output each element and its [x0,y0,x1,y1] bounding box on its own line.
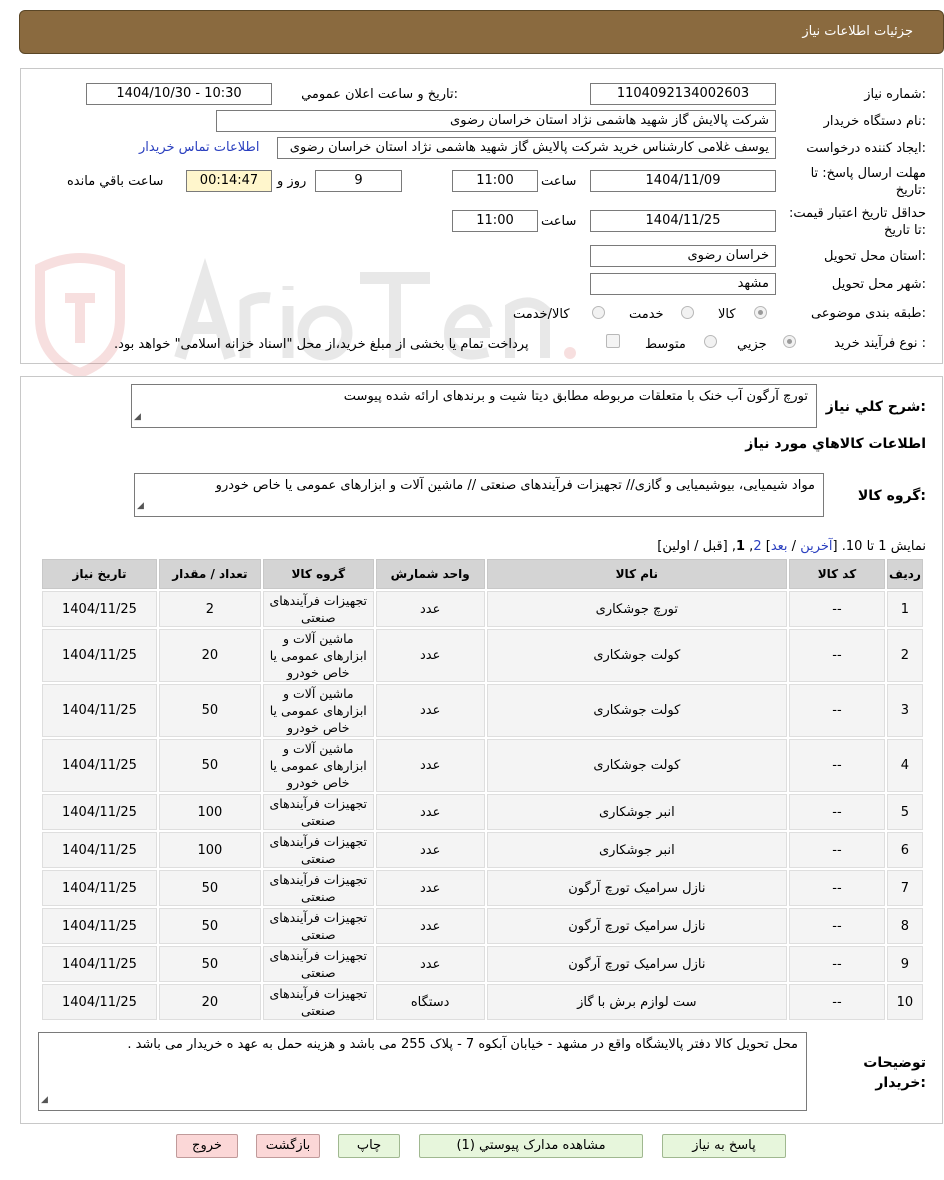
cell-need-date: 1404/11/25 [42,832,157,868]
cell-item-group: تجهیزات فرآیندهای صنعتی [263,908,374,944]
cell-row-number: 4 [887,739,923,792]
announce-datetime-field: 1404/10/30 - 10:30 [86,83,272,105]
cell-need-date: 1404/11/25 [42,794,157,830]
cell-row-number: 1 [887,591,923,627]
cell-quantity: 20 [159,984,261,1020]
cell-need-date: 1404/11/25 [42,946,157,982]
process-radio-minor[interactable] [783,335,796,348]
page-header [19,10,944,54]
cell-unit: عدد [376,739,485,792]
table-row [42,684,923,737]
cell-quantity: 100 [159,794,261,830]
cell-item-name: تورچ جوشکاری [487,591,787,627]
table-row [42,984,923,1020]
cell-item-code: -- [789,946,885,982]
cell-item-code: -- [789,870,885,906]
cell-item-group: ماشین آلات و ابزارهای عمومی یا خاص خودرو [263,629,374,682]
province-label: استان محل تحويل: [824,249,926,264]
buyer-contact-link[interactable]: اطلاعات تماس خريدار [139,140,260,155]
cell-row-number: 10 [887,984,923,1020]
cell-unit: عدد [376,629,485,682]
cell-unit: عدد [376,870,485,906]
goods-group-label: گروه کالا: [857,488,926,504]
requester-field: یوسف غلامی کارشناس خرید شرکت پالایش گاز شهید هاشمی نژاد استان خراسان رضوی [277,137,776,159]
need-number-label: شماره نياز: [864,87,926,102]
need-number-field: 1104092134002603 [590,83,776,105]
cell-row-number: 2 [887,629,923,682]
buyer-org-label: نام دستگاه خريدار: [823,114,926,129]
description-label: شرح کلي نياز: [825,399,926,415]
resize-grip-icon: ◢ [41,1095,48,1105]
category-label: طبقه بندی موضوعی: [810,306,926,321]
cell-item-group: ماشین آلات و ابزارهای عمومی یا خاص خودرو [263,739,374,792]
cell-item-name: نازل سرامیک تورچ آرگون [487,946,787,982]
cell-unit: عدد [376,591,485,627]
column-header-col-item-group: گروه کالا [263,559,374,589]
column-header-col-quantity: تعداد / مقدار [159,559,261,589]
category-option-service: خدمت [629,307,664,322]
cell-unit: عدد [376,684,485,737]
cell-unit: عدد [376,794,485,830]
category-option-both: کالا/خدمت [513,307,570,322]
description-text: تورچ آرگون آب خنک با متعلقات مربوطه مطابق دیتا شیت و برندهای ارائه شده پیوست [343,389,808,404]
cell-item-name: انبر جوشکاری [487,794,787,830]
cell-item-group: تجهیزات فرآیندهای صنعتی [263,870,374,906]
table-row [42,946,923,982]
cell-item-name: کولت جوشکاری [487,629,787,682]
pagination-comma: , [749,539,754,554]
description-textarea[interactable] [131,384,817,428]
items-table-header [42,559,923,589]
resize-grip-icon: ◢ [137,501,144,511]
column-header-col-unit: واحد شمارش [376,559,485,589]
cell-quantity: 50 [159,946,261,982]
cell-row-number: 8 [887,908,923,944]
cell-quantity: 100 [159,832,261,868]
deadline-label: مهلت ارسال پاسخ: تا تاريخ: [810,166,926,198]
cell-item-code: -- [789,984,885,1020]
cell-row-number: 6 [887,832,923,868]
table-row [42,908,923,944]
column-header-col-item-code: کد کالا [789,559,885,589]
cell-need-date: 1404/11/25 [42,870,157,906]
process-radio-medium[interactable] [704,335,717,348]
pagination-page-2[interactable]: 2 [753,539,762,554]
buyer-notes-label: توضيحات خريدار: [863,1055,926,1091]
buyer-notes-text: محل تحویل کالا دفتر پالایشگاه واقع در مشهد - خیابان آبکوه 7 - پلاک 255 می باشد و هزینه حمل به عهد ه خریدار می باشد . [127,1037,798,1052]
print-button[interactable]: چاپ [338,1134,400,1158]
cell-row-number: 9 [887,946,923,982]
cell-quantity: 50 [159,684,261,737]
column-header-col-need-date: تاریخ نیاز [42,559,157,589]
table-row [42,591,923,627]
cell-item-group: تجهیزات فرآیندهای صنعتی [263,832,374,868]
cell-need-date: 1404/11/25 [42,984,157,1020]
announce-datetime-label: تاريخ و ساعت اعلان عمومي: [301,87,458,102]
category-radio-service[interactable] [681,306,694,319]
process-label: نوع فرآيند خريد : [834,336,926,351]
goods-info-heading: اطلاعات کالاهاي مورد نياز [745,436,926,452]
cell-unit: عدد [376,908,485,944]
cell-item-group: تجهیزات فرآیندهای صنعتی [263,984,374,1020]
cell-item-name: انبر جوشکاری [487,832,787,868]
pagination-sep: / [791,539,797,554]
treasury-payment-note: پرداخت تمام يا بخشی از مبلغ خريد،از محل "اسناد خزانه اسلامی" خواهد بود. [114,337,529,352]
province-field: خراسان رضوی [590,245,776,267]
deadline-time-label: ساعت [541,174,577,189]
goods-group-textarea[interactable] [134,473,824,517]
cell-need-date: 1404/11/25 [42,739,157,792]
process-option-minor: جزيي [737,337,767,352]
remaining-label: ساعت باقي مانده [67,174,164,189]
pagination-page-1: 1 [735,539,746,554]
cell-quantity: 50 [159,870,261,906]
exit-button[interactable]: خروج [176,1134,238,1158]
cell-need-date: 1404/11/25 [42,629,157,682]
cell-item-name: کولت جوشکاری [487,684,787,737]
pagination-open: [ [832,539,838,554]
cell-row-number: 7 [887,870,923,906]
days-and-label: روز و [277,174,307,189]
cell-item-group: تجهیزات فرآیندهای صنعتی [263,794,374,830]
pagination-next-link[interactable]: بعد [770,539,788,554]
cell-item-group: ماشین آلات و ابزارهای عمومی یا خاص خودرو [263,684,374,737]
cell-item-code: -- [789,629,885,682]
view-attachments-button[interactable]: مشاهده مدارک پيوستي (1) [419,1134,643,1158]
cell-need-date: 1404/11/25 [42,908,157,944]
table-row [42,629,923,682]
buyer-notes-textarea[interactable] [38,1032,807,1111]
table-row [42,794,923,830]
pagination-comma: , [731,539,736,554]
city-field: مشهد [590,273,776,295]
cell-item-code: -- [789,591,885,627]
resize-grip-icon: ◢ [134,412,141,422]
pagination-prev-first: [قبل / اولین] [657,539,728,554]
back-button[interactable]: بازگشت [256,1134,320,1158]
pagination-showing: نمایش 1 تا 10. [841,539,926,554]
cell-item-group: تجهیزات فرآیندهای صنعتی [263,946,374,982]
validity-time-label: ساعت [541,214,577,229]
cell-item-name: ست لوازم برش با گاز [487,984,787,1020]
category-option-goods: کالا [718,307,736,322]
table-row [42,832,923,868]
treasury-payment-checkbox[interactable] [606,334,620,348]
cell-item-code: -- [789,739,885,792]
deadline-date-field: 1404/11/09 [590,170,776,192]
cell-item-name: کولت جوشکاری [487,739,787,792]
cell-quantity: 50 [159,739,261,792]
validity-time-field: 11:00 [452,210,538,232]
cell-row-number: 3 [887,684,923,737]
cell-row-number: 5 [887,794,923,830]
column-header-col-item-name: نام کالا [487,559,787,589]
page-title: جزئيات اطلاعات نياز [802,24,913,39]
pagination-last-link[interactable]: آخرین [800,539,833,554]
cell-item-group: تجهیزات فرآیندهای صنعتی [263,591,374,627]
days-field: 9 [315,170,402,192]
requester-label: ايجاد کننده درخواست: [806,141,926,156]
cell-item-code: -- [789,832,885,868]
cell-need-date: 1404/11/25 [42,591,157,627]
column-header-col-row-number: ردیف [887,559,923,589]
validity-label: حداقل تاريخ اعتبار قيمت: تا تاريخ: [788,206,926,238]
pagination [657,539,926,554]
cell-quantity: 50 [159,908,261,944]
items-table [40,557,925,1022]
cell-item-name: نازل سرامیک تورچ آرگون [487,870,787,906]
process-option-medium: متوسط [645,337,686,352]
remaining-time-field: 00:14:47 [186,170,272,192]
table-row [42,870,923,906]
items-table-body [42,591,923,1020]
cell-need-date: 1404/11/25 [42,684,157,737]
cell-item-code: -- [789,908,885,944]
watermark-logo [30,248,590,378]
validity-date-field: 1404/11/25 [590,210,776,232]
category-radio-both[interactable] [592,306,605,319]
cell-unit: عدد [376,946,485,982]
pagination-close: ] [765,539,771,554]
cell-item-name: نازل سرامیک تورچ آرگون [487,908,787,944]
city-label: شهر محل تحويل: [831,277,926,292]
cell-unit: دستگاه [376,984,485,1020]
table-row [42,739,923,792]
category-radio-goods[interactable] [754,306,767,319]
buyer-org-field: شرکت پالایش گاز شهید هاشمی نژاد استان خراسان رضوی [216,110,776,132]
cell-item-code: -- [789,794,885,830]
cell-quantity: 20 [159,629,261,682]
goods-group-text: مواد شیمیایی، بیوشیمیایی و گازی// تجهیزات فرآیندهای صنعتی // ماشین آلات و ابزارهای عمومی یا خاص خودرو [215,478,815,493]
deadline-time-field: 11:00 [452,170,538,192]
cell-quantity: 2 [159,591,261,627]
reply-button[interactable]: پاسخ به نياز [662,1134,786,1158]
cell-unit: عدد [376,832,485,868]
cell-item-code: -- [789,684,885,737]
